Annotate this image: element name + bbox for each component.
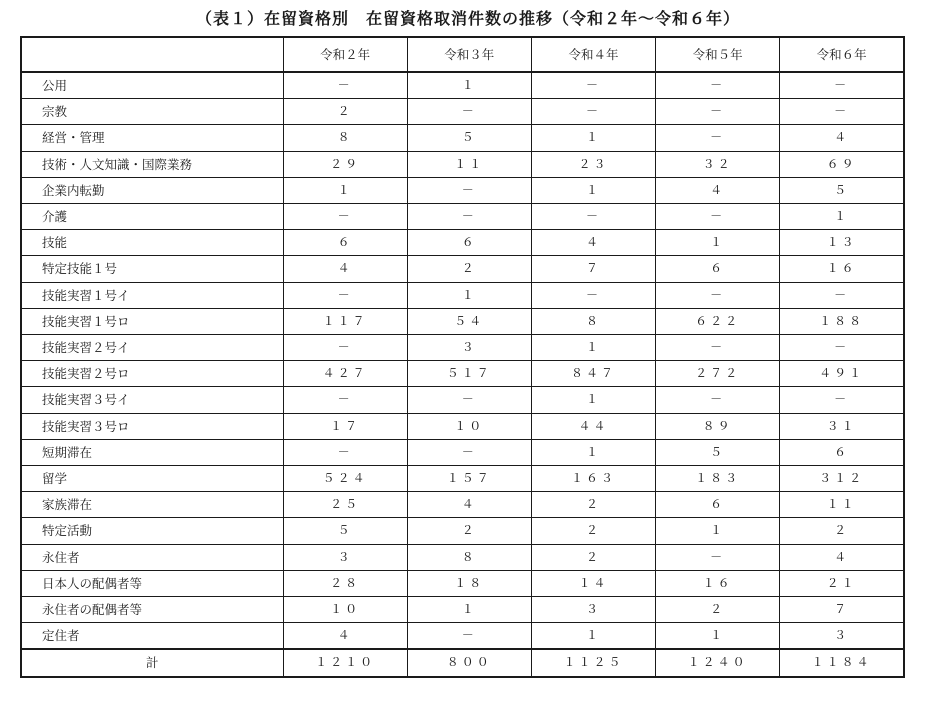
value-cell: － bbox=[656, 282, 780, 308]
total-label: 計 bbox=[21, 649, 283, 676]
row-label: 短期滞在 bbox=[21, 439, 283, 465]
value-cell: － bbox=[531, 72, 655, 99]
row-label: 公用 bbox=[21, 72, 283, 99]
value-cell: － bbox=[283, 282, 407, 308]
table-row bbox=[21, 466, 904, 492]
value-cell: － bbox=[780, 99, 904, 125]
row-label: 特定活動 bbox=[21, 518, 283, 544]
value-cell: ２ bbox=[407, 256, 531, 282]
table-row bbox=[21, 597, 904, 623]
total-row bbox=[21, 649, 904, 676]
value-cell: ４ bbox=[531, 230, 655, 256]
value-cell: － bbox=[656, 72, 780, 99]
value-cell: ３ bbox=[531, 597, 655, 623]
value-cell: １ bbox=[531, 177, 655, 203]
value-cell: ６９ bbox=[780, 151, 904, 177]
row-label: 技能実習３号ロ bbox=[21, 413, 283, 439]
table-row bbox=[21, 72, 904, 99]
value-cell: － bbox=[407, 204, 531, 230]
value-cell: ５２４ bbox=[283, 466, 407, 492]
value-cell: ３１２ bbox=[780, 466, 904, 492]
value-cell: ６ bbox=[656, 256, 780, 282]
table-row bbox=[21, 335, 904, 361]
header-corner-cell bbox=[21, 37, 283, 72]
value-cell: － bbox=[407, 99, 531, 125]
row-label: 技能 bbox=[21, 230, 283, 256]
value-cell: ２１ bbox=[780, 570, 904, 596]
value-cell: － bbox=[656, 204, 780, 230]
value-cell: ７ bbox=[780, 597, 904, 623]
value-cell: １１ bbox=[780, 492, 904, 518]
value-cell: １０ bbox=[407, 413, 531, 439]
value-cell: １ bbox=[407, 597, 531, 623]
row-label: 経営・管理 bbox=[21, 125, 283, 151]
value-cell: － bbox=[656, 99, 780, 125]
row-label: 技能実習３号イ bbox=[21, 387, 283, 413]
value-cell: １１ bbox=[407, 151, 531, 177]
row-label: 技能実習２号ロ bbox=[21, 361, 283, 387]
row-label: 介護 bbox=[21, 204, 283, 230]
value-cell: ４ bbox=[407, 492, 531, 518]
value-cell: ２ bbox=[283, 99, 407, 125]
value-cell: ２ bbox=[531, 518, 655, 544]
value-cell: － bbox=[780, 335, 904, 361]
value-cell: ５ bbox=[283, 518, 407, 544]
value-cell: ４ bbox=[780, 544, 904, 570]
value-cell: ５ bbox=[407, 125, 531, 151]
header-year-cell: 令和２年 bbox=[283, 37, 407, 72]
value-cell: － bbox=[407, 387, 531, 413]
table-row bbox=[21, 151, 904, 177]
value-cell: ２５ bbox=[283, 492, 407, 518]
table-row bbox=[21, 99, 904, 125]
table-row bbox=[21, 204, 904, 230]
value-cell: ２ bbox=[531, 492, 655, 518]
value-cell: １ bbox=[780, 204, 904, 230]
value-cell: １３ bbox=[780, 230, 904, 256]
value-cell: － bbox=[780, 72, 904, 99]
value-cell: ３ bbox=[407, 335, 531, 361]
header-row bbox=[21, 37, 904, 72]
table-row bbox=[21, 623, 904, 650]
value-cell: ２ bbox=[407, 518, 531, 544]
value-cell: － bbox=[283, 439, 407, 465]
value-cell: １ bbox=[407, 72, 531, 99]
value-cell: ８４７ bbox=[531, 361, 655, 387]
value-cell: ３ bbox=[780, 623, 904, 650]
value-cell: ５ bbox=[656, 439, 780, 465]
total-value-cell: １１８４ bbox=[780, 649, 904, 676]
row-label: 家族滞在 bbox=[21, 492, 283, 518]
row-label: 技能実習１号ロ bbox=[21, 308, 283, 334]
value-cell: ２３ bbox=[531, 151, 655, 177]
value-cell: １ bbox=[531, 439, 655, 465]
row-label: 技能実習２号イ bbox=[21, 335, 283, 361]
total-value-cell: ８００ bbox=[407, 649, 531, 676]
table-row bbox=[21, 570, 904, 596]
value-cell: － bbox=[656, 125, 780, 151]
value-cell: － bbox=[283, 204, 407, 230]
value-cell: － bbox=[780, 387, 904, 413]
value-cell: １４ bbox=[531, 570, 655, 596]
value-cell: ４ bbox=[780, 125, 904, 151]
value-cell: － bbox=[407, 439, 531, 465]
value-cell: ２ bbox=[780, 518, 904, 544]
value-cell: － bbox=[656, 544, 780, 570]
row-label: 永住者の配偶者等 bbox=[21, 597, 283, 623]
value-cell: １ bbox=[531, 125, 655, 151]
value-cell: １ bbox=[407, 282, 531, 308]
value-cell: １８８ bbox=[780, 308, 904, 334]
table-row bbox=[21, 308, 904, 334]
header-year-cell: 令和５年 bbox=[656, 37, 780, 72]
value-cell: ４２７ bbox=[283, 361, 407, 387]
table-row bbox=[21, 256, 904, 282]
table-header bbox=[21, 37, 904, 72]
row-label: 企業内転勤 bbox=[21, 177, 283, 203]
row-label: 技能実習１号イ bbox=[21, 282, 283, 308]
value-cell: － bbox=[780, 282, 904, 308]
table-row bbox=[21, 361, 904, 387]
value-cell: ４ bbox=[656, 177, 780, 203]
value-cell: － bbox=[407, 623, 531, 650]
header-year-cell: 令和４年 bbox=[531, 37, 655, 72]
value-cell: ４ bbox=[283, 256, 407, 282]
value-cell: １８ bbox=[407, 570, 531, 596]
value-cell: ２ bbox=[531, 544, 655, 570]
value-cell: ７ bbox=[531, 256, 655, 282]
table-row bbox=[21, 387, 904, 413]
value-cell: １ bbox=[656, 623, 780, 650]
value-cell: － bbox=[531, 99, 655, 125]
value-cell: ８ bbox=[283, 125, 407, 151]
value-cell: － bbox=[531, 282, 655, 308]
table-row bbox=[21, 282, 904, 308]
total-value-cell: １１２５ bbox=[531, 649, 655, 676]
value-cell: － bbox=[283, 335, 407, 361]
table-row bbox=[21, 230, 904, 256]
value-cell: ６ bbox=[283, 230, 407, 256]
table-row bbox=[21, 518, 904, 544]
value-cell: － bbox=[283, 72, 407, 99]
header-year-cell: 令和６年 bbox=[780, 37, 904, 72]
table-body bbox=[21, 72, 904, 649]
value-cell: ５１７ bbox=[407, 361, 531, 387]
row-label: 定住者 bbox=[21, 623, 283, 650]
table-footer bbox=[21, 649, 904, 676]
value-cell: － bbox=[531, 204, 655, 230]
value-cell: １ bbox=[531, 623, 655, 650]
value-cell: ８９ bbox=[656, 413, 780, 439]
value-cell: １７ bbox=[283, 413, 407, 439]
value-cell: １ bbox=[531, 335, 655, 361]
value-cell: １８３ bbox=[656, 466, 780, 492]
value-cell: １５７ bbox=[407, 466, 531, 492]
total-value-cell: １２４０ bbox=[656, 649, 780, 676]
value-cell: １ bbox=[656, 518, 780, 544]
table-row bbox=[21, 177, 904, 203]
value-cell: ２ bbox=[656, 597, 780, 623]
revocation-table bbox=[20, 36, 905, 678]
value-cell: ８ bbox=[531, 308, 655, 334]
value-cell: １６ bbox=[780, 256, 904, 282]
value-cell: ３２ bbox=[656, 151, 780, 177]
value-cell: ６２２ bbox=[656, 308, 780, 334]
row-label: 宗教 bbox=[21, 99, 283, 125]
value-cell: ６ bbox=[656, 492, 780, 518]
row-label: 特定技能１号 bbox=[21, 256, 283, 282]
row-label: 日本人の配偶者等 bbox=[21, 570, 283, 596]
value-cell: ３１ bbox=[780, 413, 904, 439]
value-cell: ４９１ bbox=[780, 361, 904, 387]
value-cell: １６ bbox=[656, 570, 780, 596]
value-cell: １１７ bbox=[283, 308, 407, 334]
table-row bbox=[21, 439, 904, 465]
value-cell: ６ bbox=[780, 439, 904, 465]
table-row bbox=[21, 544, 904, 570]
value-cell: ４ bbox=[283, 623, 407, 650]
value-cell: ８ bbox=[407, 544, 531, 570]
value-cell: － bbox=[656, 387, 780, 413]
value-cell: １６３ bbox=[531, 466, 655, 492]
value-cell: － bbox=[283, 387, 407, 413]
value-cell: ４４ bbox=[531, 413, 655, 439]
table-row bbox=[21, 125, 904, 151]
header-year-cell: 令和３年 bbox=[407, 37, 531, 72]
value-cell: ５ bbox=[780, 177, 904, 203]
total-value-cell: １２１０ bbox=[283, 649, 407, 676]
value-cell: ２７２ bbox=[656, 361, 780, 387]
row-label: 留学 bbox=[21, 466, 283, 492]
value-cell: ２９ bbox=[283, 151, 407, 177]
row-label: 技術・人文知識・国際業務 bbox=[21, 151, 283, 177]
value-cell: － bbox=[656, 335, 780, 361]
value-cell: ５４ bbox=[407, 308, 531, 334]
value-cell: １０ bbox=[283, 597, 407, 623]
table-row bbox=[21, 492, 904, 518]
table-row bbox=[21, 413, 904, 439]
value-cell: １ bbox=[531, 387, 655, 413]
table-title: （表１）在留資格別 在留資格取消件数の推移（令和２年～令和６年） bbox=[195, 9, 740, 28]
value-cell: ２８ bbox=[283, 570, 407, 596]
row-label: 永住者 bbox=[21, 544, 283, 570]
value-cell: ３ bbox=[283, 544, 407, 570]
value-cell: ６ bbox=[407, 230, 531, 256]
value-cell: １ bbox=[656, 230, 780, 256]
value-cell: １ bbox=[283, 177, 407, 203]
value-cell: － bbox=[407, 177, 531, 203]
